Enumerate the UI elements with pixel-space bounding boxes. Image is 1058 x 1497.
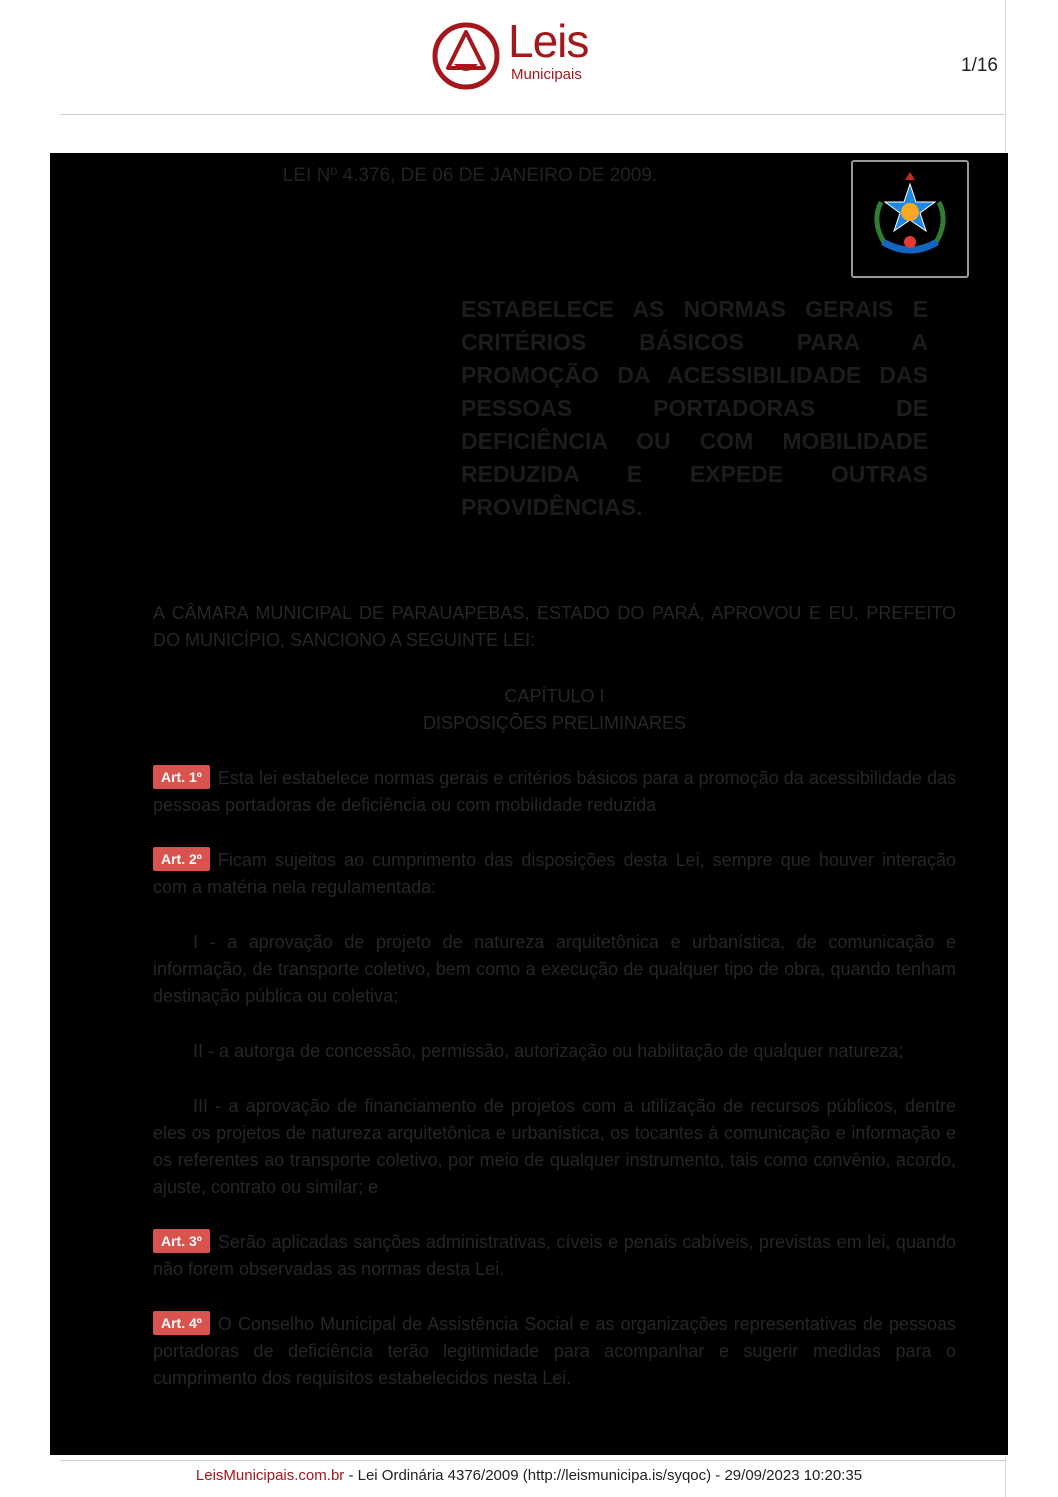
footer-citation: - Lei Ordinária 4376/2009 (http://leismunicipa.is/syqoc) - — [344, 1467, 725, 1484]
chapter-number: CAPÍTULO I — [504, 686, 605, 706]
article-2 — [153, 847, 956, 901]
page-footer — [0, 1467, 1058, 1484]
article-2-link[interactable]: Art. 2º — [153, 847, 210, 871]
article-3-link[interactable]: Art. 3º — [153, 1229, 210, 1253]
document-page — [50, 153, 1008, 1455]
footer-timestamp: 29/09/2023 10:20:35 — [724, 1467, 863, 1484]
article-2-text: Ficam sujeitos ao cumprimento das disposições desta Lei, sempre que houver interação com a matéria nela regulamentada: — [153, 850, 956, 897]
article-3 — [153, 1229, 956, 1283]
article-4 — [153, 1311, 956, 1392]
article-2-item-i: I - a aprovação de projeto de natureza arquitetônica e urbanística, de comunicação e informação, de transporte coletivo, bem como a execução de qualquer tipo de obra, quando tenham destinação pública ou coletiva; — [153, 932, 956, 1006]
article-1-link[interactable]: Art. 1º — [153, 765, 210, 789]
coat-of-arms-icon — [853, 162, 967, 276]
footer-site-link[interactable]: LeisMunicipais.com.br — [195, 1467, 345, 1484]
article-3-text: Serão aplicadas sanções administrativas, cíveis e penais cabíveis, previstas em lei, quando não forem observadas as normas desta Lei. — [153, 1232, 956, 1279]
leis-municipais-logo — [432, 15, 602, 92]
preamble: A CÂMARA MUNICIPAL DE PARAUAPEBAS, ESTADO DO PARÁ, APROVOU E EU, PREFEITO DO MUNICÍPIO, SANCIONO A SEGUINTE LEI: — [153, 603, 956, 650]
article-4-text: O Conselho Municipal de Assistência Social e as organizações representativas de pessoas portadoras de deficiência terão legitimidade para acompanhar e sugerir medidas para o cumprimento dos requisitos estabelecidos nesta Lei. — [153, 1314, 956, 1388]
header-divider — [60, 114, 1006, 115]
law-title: LEI Nº 4.376, DE 06 DE JANEIRO DE 2009. — [282, 165, 658, 186]
article-1 — [153, 765, 956, 819]
page-number: 1/16 — [961, 55, 998, 76]
logo-word: Leis — [508, 15, 589, 67]
article-2-item-iii: III - a aprovação de financiamento de projetos com a utilização de recursos públicos, dentre eles os projetos de natureza arquitetônica e urbanística, os tocantes à comunicação e informação e os referentes ao transporte coletivo, por meio de qualquer instrumento, tais como convênio, acordo, ajuste, contrato ou similar; e — [153, 1096, 956, 1197]
article-4-link[interactable]: Art. 4º — [153, 1311, 210, 1335]
article-1-text: Esta lei estabelece normas gerais e critérios básicos para a promoção da acessibilidade das pessoas portadoras de deficiência ou com mobilidade reduzida — [153, 768, 956, 815]
law-summary: ESTABELECE AS NORMAS GERAIS E CRITÉRIOS BÁSICOS PARA A PROMOÇÃO DA ACESSIBILIDADE DAS PESSOAS PORTADORAS DE DEFICIÊNCIA OU COM MOBILIDADE REDUZIDA E EXPEDE OUTRAS PROVIDÊNCIAS. — [461, 296, 928, 520]
chapter-title: DISPOSIÇÕES PRELIMINARES — [422, 713, 687, 733]
municipal-crest — [851, 160, 969, 278]
article-2-item-ii: II - a autorga de concessão, permissão, autorização ou habilitação de qualquer natureza; — [193, 1041, 904, 1061]
logo-subtitle: Municipais — [511, 66, 582, 83]
footer-divider — [60, 1460, 1006, 1461]
scales-logo-icon — [432, 20, 504, 92]
